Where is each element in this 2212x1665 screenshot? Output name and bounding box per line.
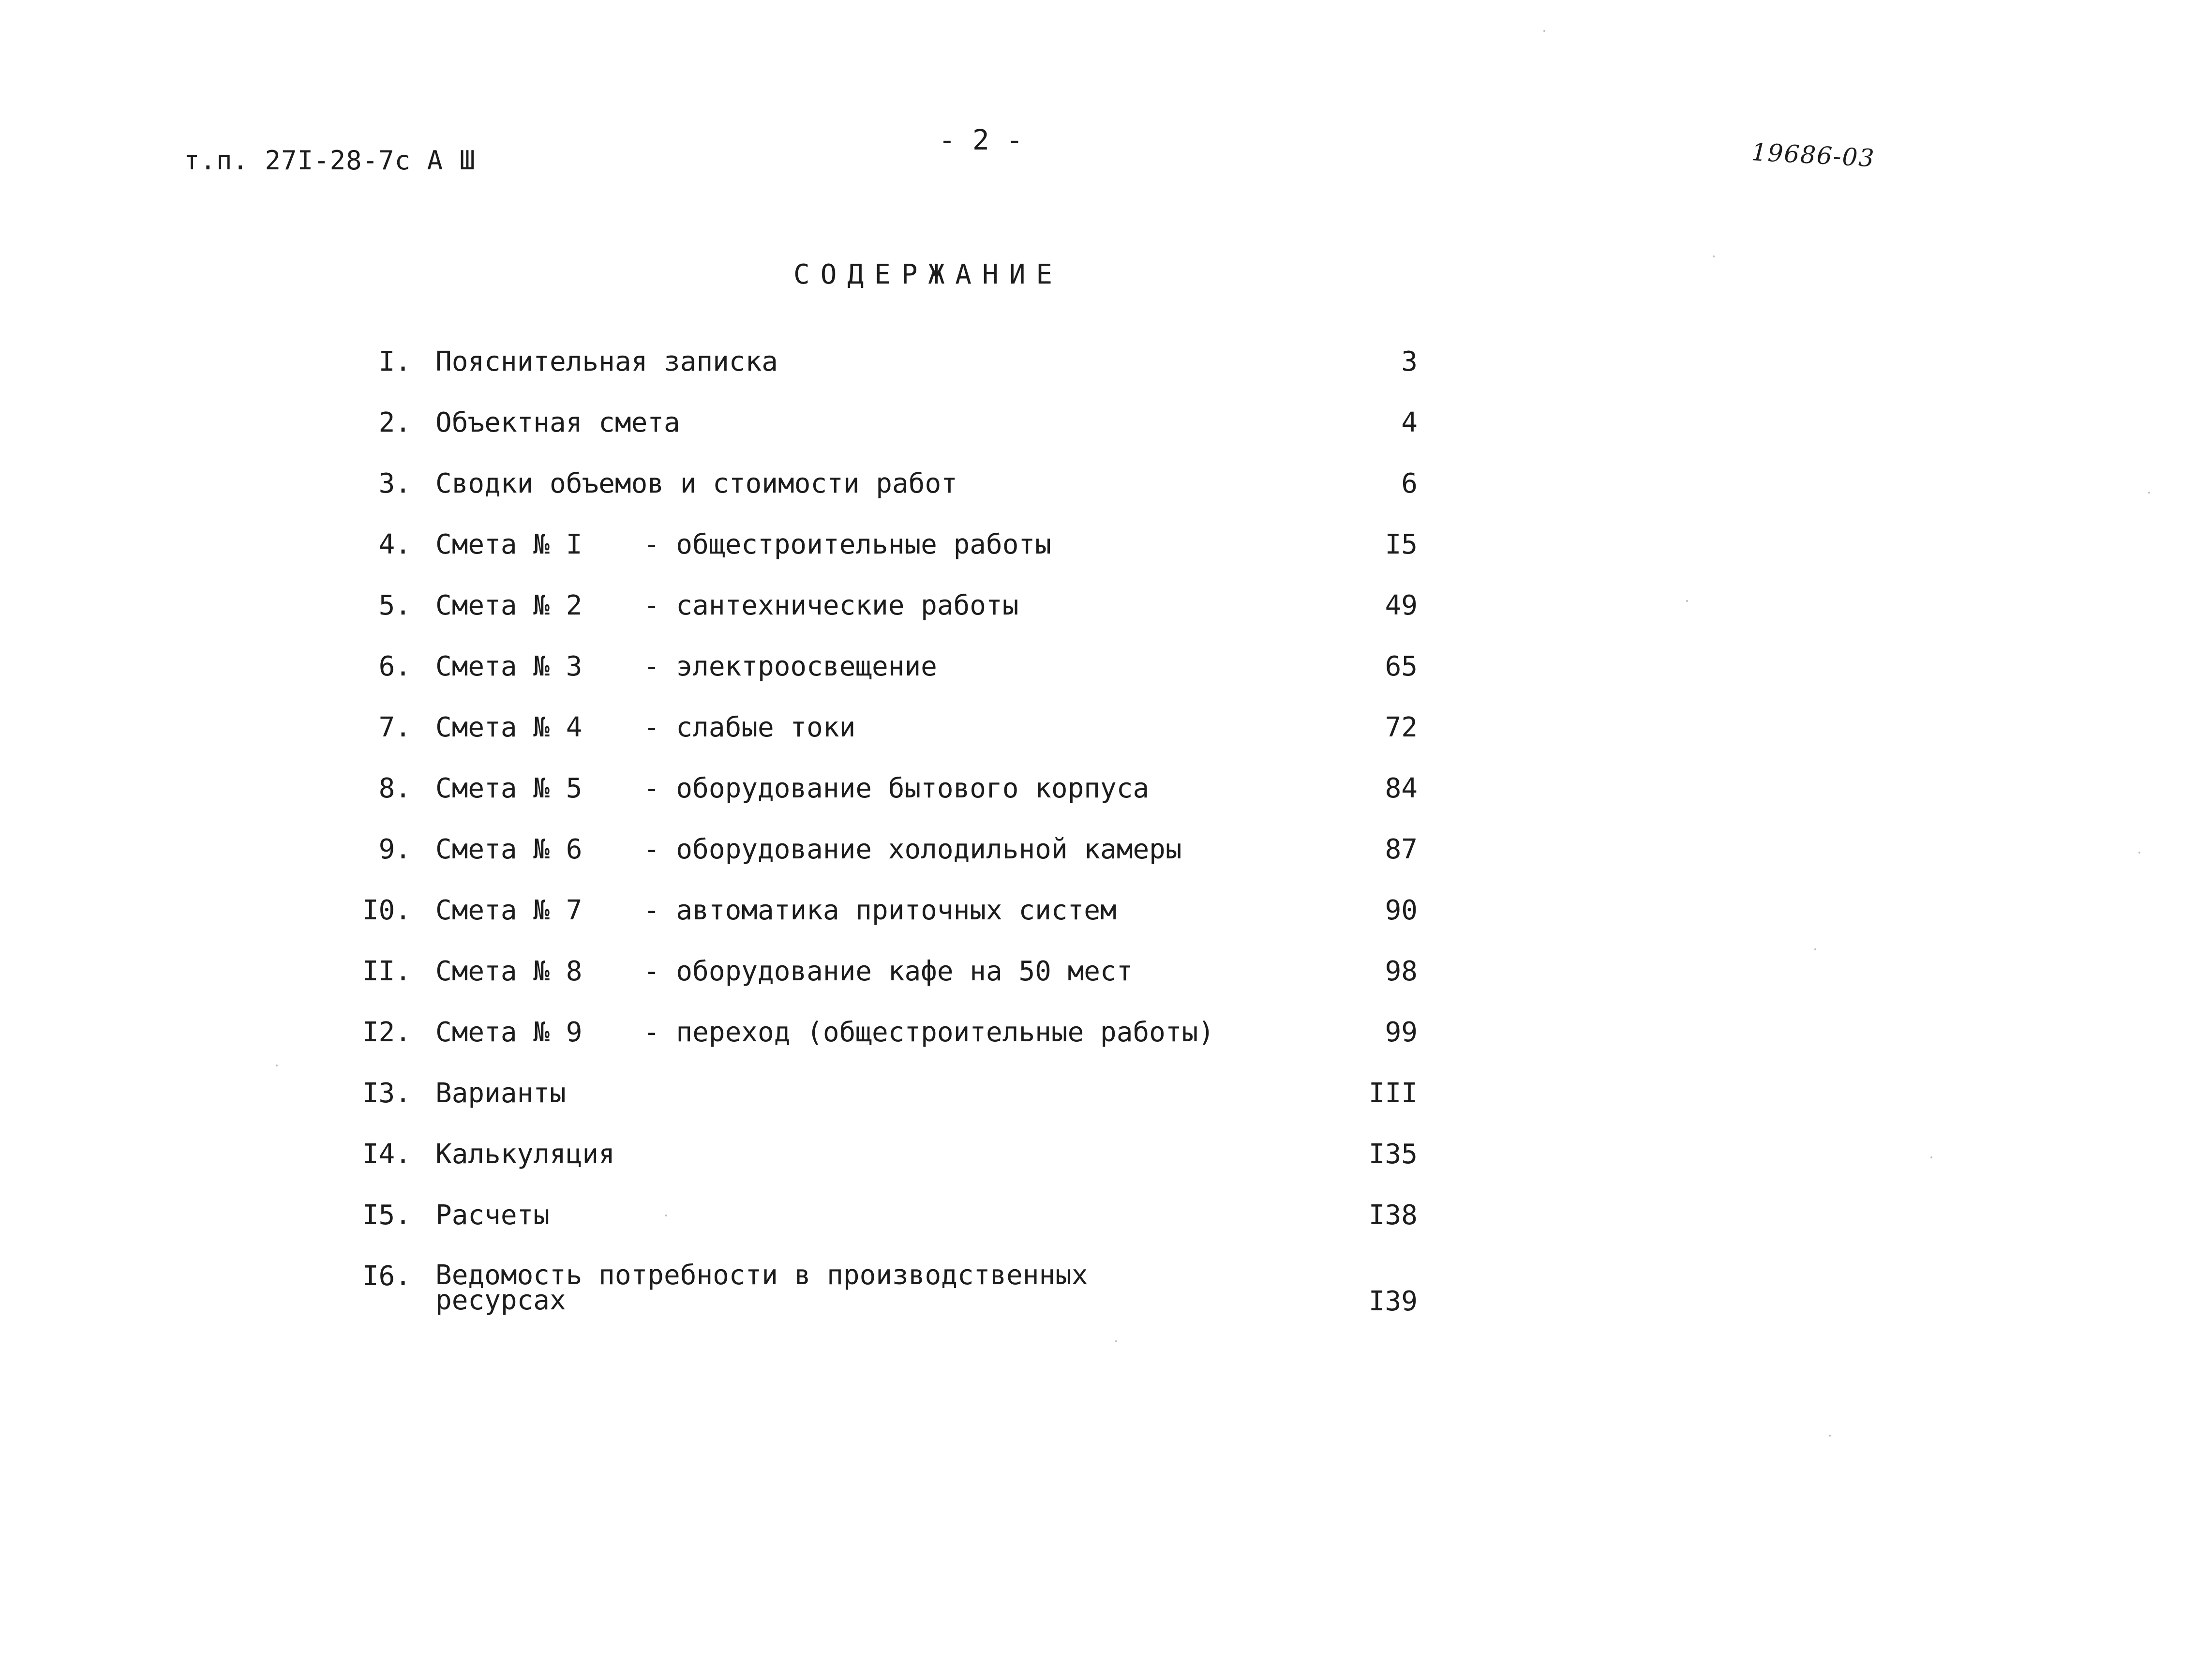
toc-item-number: I3. (362, 1078, 411, 1109)
toc-item-page: 72 (1385, 712, 1418, 743)
toc-item-page: 98 (1385, 956, 1418, 987)
toc-item-subject: - слабые токи (643, 712, 856, 743)
scan-speck (1930, 1156, 1932, 1158)
document-code: т.п. 27I-28-7с А Ш (184, 145, 476, 176)
scan-speck (1713, 255, 1715, 257)
scan-speck (1814, 948, 1816, 950)
toc-item-title: Смета № 7 (435, 895, 583, 926)
toc-item-title (435, 1260, 1088, 1316)
toc-item-page: 3 (1401, 346, 1418, 377)
toc-item-page: III (1368, 1078, 1418, 1109)
toc-item-title: Смета № 5 (435, 773, 583, 804)
toc-item-number: II. (362, 956, 411, 987)
toc-item-number: 3. (378, 468, 411, 499)
toc-item-number: I. (378, 346, 411, 377)
toc-item-number: I6. (362, 1260, 411, 1292)
toc-item-number: 8. (378, 773, 411, 804)
page-number: - 2 - (939, 123, 1023, 156)
toc-item-number: 7. (378, 712, 411, 743)
archive-number-handwritten: 19686-03 (1750, 138, 1876, 173)
toc-item-page: I35 (1368, 1139, 1418, 1170)
toc-item-title: Расчеты (435, 1200, 550, 1231)
toc-item-subject: - оборудование бытового корпуса (643, 773, 1150, 804)
scan-speck (276, 1065, 278, 1066)
toc-item-page: 49 (1385, 590, 1418, 621)
toc-item-title-line: ресурсах (435, 1285, 566, 1316)
scan-speck (1543, 30, 1545, 32)
toc-item-number: 5. (378, 590, 411, 621)
toc-item-subject: - сантехнические работы (643, 590, 1019, 621)
toc-item-subject: - электроосвещение (643, 651, 937, 682)
toc-item-title: Пояснительная записка (435, 346, 778, 377)
toc-item-subject: - оборудование кафе на 50 мест (643, 956, 1133, 987)
toc-item-title: Смета № 4 (435, 712, 583, 743)
toc-item-title: Смета № I (435, 529, 583, 560)
toc-item-page: 65 (1385, 651, 1418, 682)
toc-item-title: Калькуляция (435, 1139, 615, 1170)
scan-speck (1686, 600, 1688, 602)
toc-item-page: 90 (1385, 895, 1418, 926)
toc-item-subject: - оборудование холодильной камеры (643, 834, 1182, 865)
toc-item-number: 6. (378, 651, 411, 682)
toc-item-page: 84 (1385, 773, 1418, 804)
scan-speck (2138, 852, 2140, 854)
toc-item-number: I2. (362, 1017, 411, 1048)
toc-item-number: I0. (362, 895, 411, 926)
toc-item-subject: - автоматика приточных систем (643, 895, 1117, 926)
toc-item-number: I4. (362, 1139, 411, 1170)
toc-item-title: Смета № 8 (435, 956, 583, 987)
toc-item-title: Варианты (435, 1078, 566, 1109)
toc-item-page: 4 (1401, 407, 1418, 438)
toc-item-title: Объектная смета (435, 407, 680, 438)
toc-item-page: 99 (1385, 1017, 1418, 1048)
toc-title: СОДЕРЖАНИЕ (793, 259, 1063, 290)
toc-item-number: 2. (378, 407, 411, 438)
scan-speck (1829, 1435, 1831, 1437)
toc-item-title-line: Ведомость потребности в производственных (435, 1260, 1088, 1291)
toc-item-number: I5. (362, 1200, 411, 1231)
toc-item-page: 87 (1385, 834, 1418, 865)
toc-item-number: 4. (378, 529, 411, 560)
toc-item-page: 6 (1401, 468, 1418, 499)
scan-speck (665, 1215, 667, 1216)
toc-item-title: Смета № 9 (435, 1017, 583, 1048)
scan-speck (2148, 492, 2150, 494)
toc-item-subject: - переход (общестроительные работы) (643, 1017, 1215, 1048)
toc-item-title: Смета № 3 (435, 651, 583, 682)
toc-item-title: Смета № 6 (435, 834, 583, 865)
toc-item-page: I38 (1368, 1200, 1418, 1231)
toc-item-page: I39 (1368, 1286, 1418, 1317)
scan-speck (1115, 1340, 1117, 1342)
toc-item-subject: - общестроительные работы (643, 529, 1051, 560)
toc-item-page: I5 (1385, 529, 1418, 560)
toc-item-title: Сводки объемов и стоимости работ (435, 468, 957, 499)
toc-item-number: 9. (378, 834, 411, 865)
toc-item-title: Смета № 2 (435, 590, 583, 621)
